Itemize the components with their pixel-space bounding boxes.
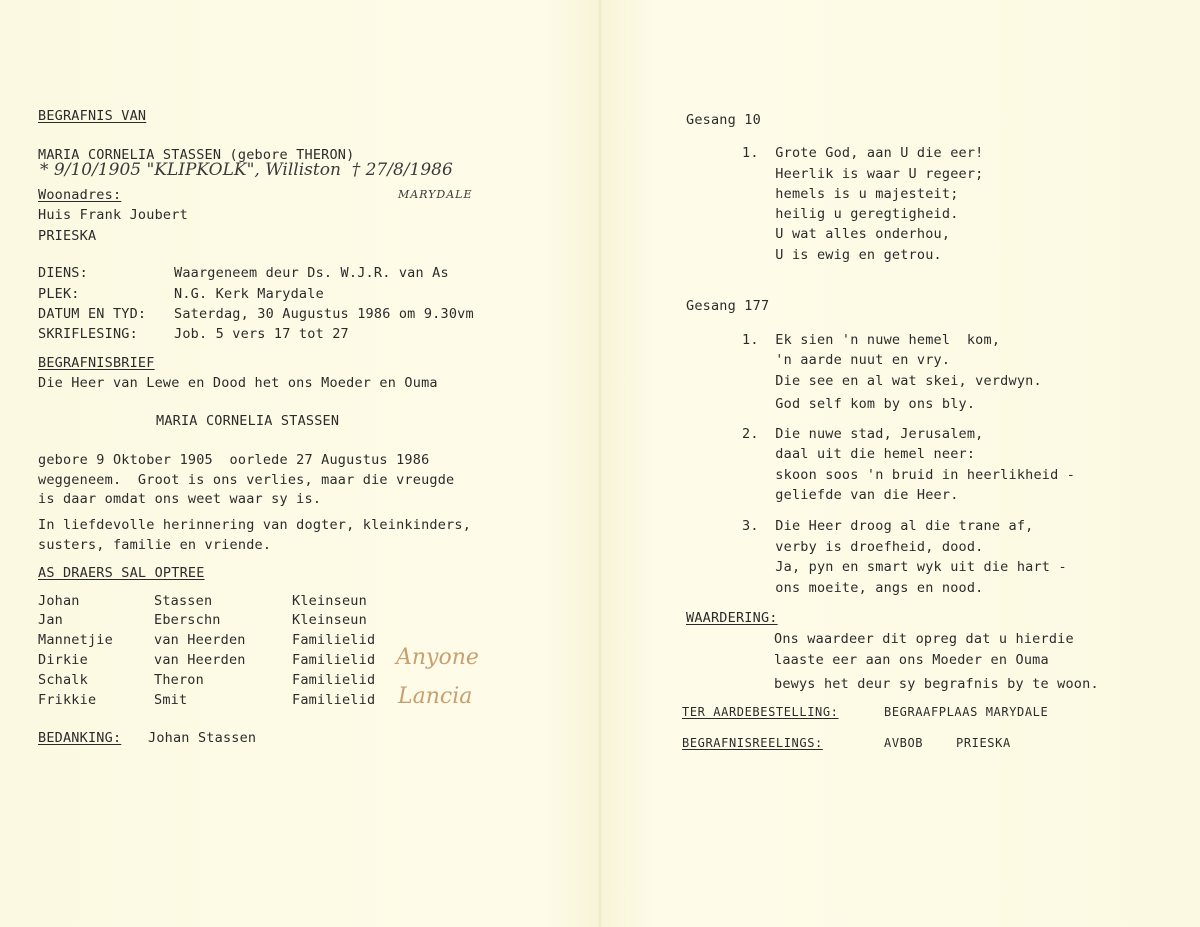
hymn-line: heilig u geregtigheid. (742, 206, 959, 222)
arrangements-value: PRIESKA (956, 736, 1011, 750)
address-line1: Huis Frank Joubert (38, 207, 188, 223)
bearers-heading: AS DRAERS SAL OPTREE (38, 565, 205, 581)
bearer-last: Theron (154, 672, 204, 688)
hymn-line: hemels is u majesteit; (742, 186, 959, 202)
bearer-role: Kleinseun (292, 593, 367, 609)
center-fold (598, 0, 602, 927)
detail-value: N.G. Kerk Marydale (174, 286, 324, 302)
handwritten-dates: * 9/10/1905 "KLIPKOLK", Williston † 27/8/1986 (40, 160, 453, 180)
detail-label: DATUM EN TYD: (38, 306, 147, 322)
hymn-line: 2. Die nuwe stad, Jerusalem, (742, 426, 984, 442)
hymn-line: Ja, pyn en smart wyk uit die hart - (742, 559, 1067, 575)
hymn-line: U is ewig en getrou. (742, 247, 942, 263)
detail-value: Saterdag, 30 Augustus 1986 om 9.30vm (174, 306, 474, 322)
appreciation-label: WAARDERING: (686, 610, 778, 626)
bearer-last: Eberschn (154, 612, 221, 628)
heading: BEGRAFNIS VAN (38, 108, 147, 124)
thanks-value: Johan Stassen (148, 730, 257, 746)
burial-label: TER AARDEBESTELLING: (682, 705, 839, 719)
hymn-line: 1. Grote God, aan U die eer! (742, 145, 984, 161)
detail-label: SKRIFLESING: (38, 326, 138, 342)
memory-line: In liefdevolle herinnering van dogter, kleinkinders, (38, 517, 472, 533)
hymn-line: U wat alles onderhou, (742, 226, 951, 242)
letter-heading: BEGRAFNISBRIEF (38, 355, 155, 371)
bearer-role: Familielid (292, 632, 376, 648)
born-line: gebore 9 Oktober 1905 oorlede 27 Augustus 1986 (38, 452, 430, 468)
hymn-line: 'n aarde nuut en vry. (742, 352, 951, 368)
hymn2-title: Gesang 177 (686, 298, 770, 314)
born-line: weggeneem. Groot is ons verlies, maar die vreugde (38, 472, 455, 488)
letter-line: Die Heer van Lewe en Dood het ons Moeder en Ouma (38, 375, 438, 391)
bearer-last: Stassen (154, 593, 213, 609)
hymn-line: verby is droefheid, dood. (742, 539, 984, 555)
bearer-first: Schalk (38, 672, 88, 688)
handwritten-note: Anyone (396, 645, 479, 670)
detail-label: PLEK: (38, 286, 80, 302)
arrangements-label: BEGRAFNISREELINGS: (682, 736, 823, 750)
detail-label: DIENS: (38, 265, 88, 281)
hymn-line: Heerlik is waar U regeer; (742, 166, 984, 182)
memory-line: susters, familie en vriende. (38, 537, 272, 553)
appreciation-line: laaste eer aan ons Moeder en Ouma (774, 652, 1049, 668)
bearer-last: van Heerden (154, 632, 246, 648)
hymn-line: God self kom by ons bly. (742, 396, 976, 412)
born-line: is daar omdat ons weet waar sy is. (38, 491, 322, 507)
bearer-first: Jan (38, 612, 63, 628)
letter-name: MARIA CORNELIA STASSEN (156, 413, 340, 429)
appreciation-line: bewys het deur sy begrafnis by te woon. (774, 676, 1099, 692)
bearer-role: Familielid (292, 692, 376, 708)
bearer-first: Frikkie (38, 692, 97, 708)
bearer-first: Johan (38, 593, 80, 609)
detail-value: Waargeneem deur Ds. W.J.R. van As (174, 265, 449, 281)
handwritten-note: Lancia (398, 684, 473, 709)
bearer-role: Familielid (292, 672, 376, 688)
appreciation-line: Ons waardeer dit opreg dat u hierdie (774, 631, 1074, 647)
hymn-line: skoon soos 'n bruid in heerlikheid - (742, 467, 1076, 483)
hymn1-title: Gesang 10 (686, 112, 761, 128)
bearer-last: van Heerden (154, 652, 246, 668)
hymn-line: Die see en al wat skei, verdwyn. (742, 373, 1042, 389)
bearer-role: Kleinseun (292, 612, 367, 628)
hymn-line: daal uit die hemel neer: (742, 446, 976, 462)
hymn-line: 1. Ek sien 'n nuwe hemel kom, (742, 332, 1001, 348)
hymn-line: ons moeite, angs en nood. (742, 580, 984, 596)
thanks-label: BEDANKING: (38, 730, 122, 746)
deceased-name: MARIA CORNELIA STASSEN (gebore THERON) (38, 147, 355, 163)
hymn-line: geliefde van die Heer. (742, 487, 959, 503)
bearer-first: Mannetjie (38, 632, 113, 648)
handwritten-place: MARYDALE (398, 188, 473, 201)
bearer-role: Familielid (292, 652, 376, 668)
detail-value: Job. 5 vers 17 tot 27 (174, 326, 349, 342)
bearer-first: Dirkie (38, 652, 88, 668)
hymn-line: 3. Die Heer droog al die trane af, (742, 518, 1034, 534)
arrangements-value: AVBOB (884, 736, 924, 750)
address-line2: PRIESKA (38, 228, 97, 244)
address-label: Woonadres: (38, 187, 122, 203)
burial-value: BEGRAAFPLAAS MARYDALE (884, 705, 1049, 719)
bearer-last: Smit (154, 692, 188, 708)
